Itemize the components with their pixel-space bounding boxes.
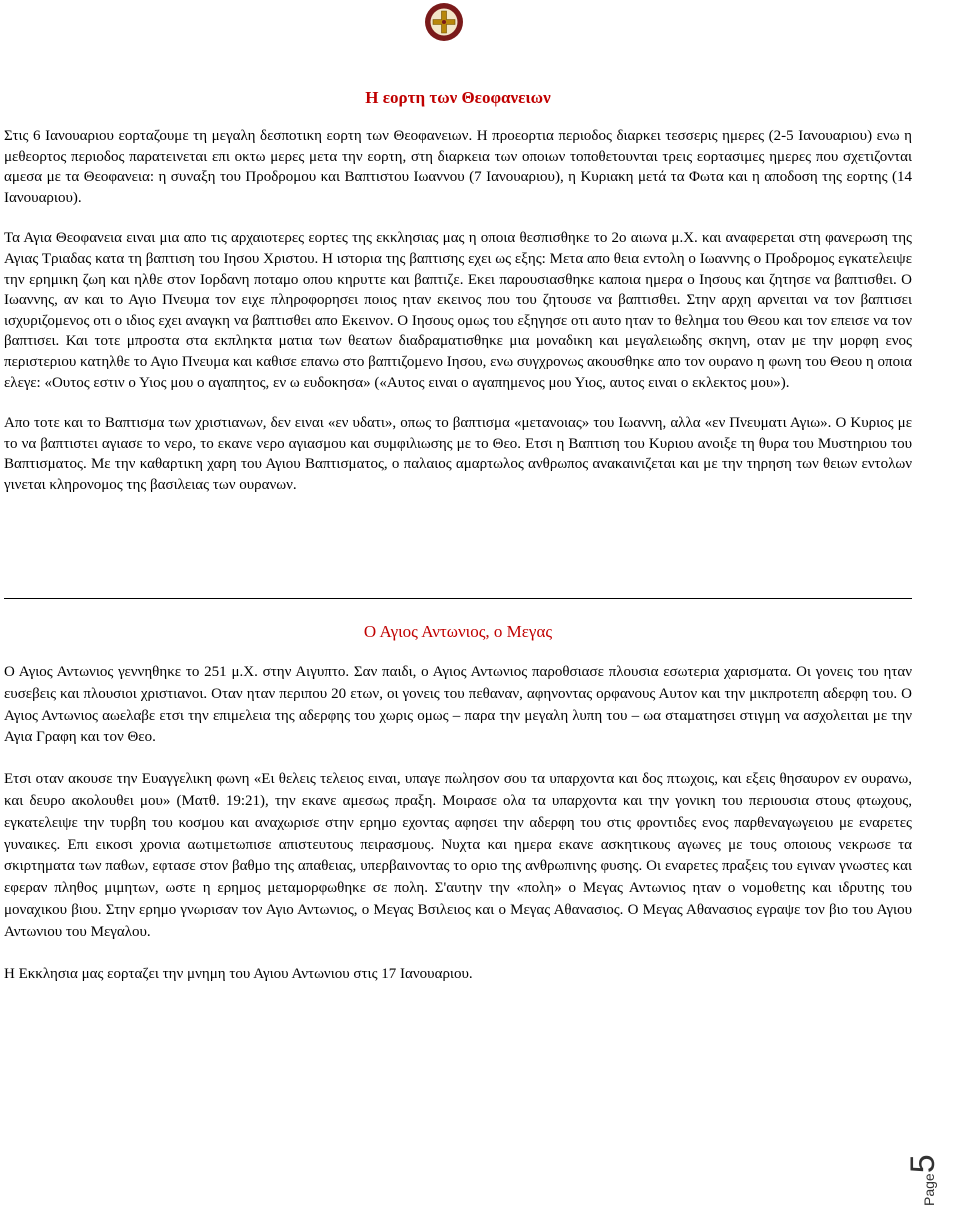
section-saint-anthony (4, 662, 912, 1005)
paragraph: Στις 6 Ιανουαριου εορταζουμε τη μεγαλη δεσποτικη εορτη των Θεοφανειων. Η προεορτια περιοδος διαρκει τεσσερις ημερες (2-5 Ιανουαριου) ενω η μεθεορτος περιοδος παρατεινεται επι οκτω μερες μετα την εορτη, στη διαρκεια των οποιων τοποθετουνται τρεις εορτασιμες ημερες που σχετιζονται αμεσα με τα Θεοφανεια: η συναξη του Προδρομου και Βαπτιστου Ιωαννου (7 Ιανουαριου), η Κυριακη μετά τα Φωτα και η αποδοση της εορτης (14 Ιανουαριου). (4, 128, 912, 206)
page-number-footer (904, 1140, 954, 1206)
section-title-theophany: Η εορτη των Θεοφανειων (365, 88, 551, 107)
cross-emblem-icon (424, 2, 464, 42)
paragraph: Ο Αγιος Αντωνιος γεννηθηκε το 251 μ.Χ. στην Αιγυπτο. Σαν παιδι, ο Αγιος Αντωνιος παροθσιασε πλουσια εσωτερια χαρισματα. Οι γονεις του ηταν ευσεβεις και πλουσιοι χριστιανοι. Οταν ηταν περιπου 20 ετων, οι γονεις του πεθαναν, αφηνοντας ορφανους Αυτον και την μικπροτεπη αδερφη του. Ο Αγιος Αντωνιος αωελαβε ετσι την επιμελεια της αδερφης του χωρις ομως – παρα την μεγαλη λυπη του – ωα σταματησει στιγμη να ασχολειται με την Αγια Γραφη και τον Θεο. (4, 664, 912, 746)
paragraph: Τα Αγια Θεοφανεια ειναι μια απο τις αρχαιοτερες εορτες της εκκλησιας μας η οποια θεσπισθηκε το 2ο αιωνα μ.Χ. και αναφερεται στη φανερωση της Αγιας Τριαδας κατα τη βαπτιση του Ιησου Χριστου. Η ιστορια της βαπτισης εχει ως εξης: Μετα απο θεια εντολη ο Ιωαννης ο Προδρομος εγκατελειψε την ερημικη ζωη και ηλθε στον Ιορδανη ποταμο οπου κηρυττε και βαπτιζε. Εκει παρουσιασθηκε καποια ημερα ο Ιησους και ζητησε να βαπτισθει. Ο Ιωαννης, αν και το Αγιο Πνευμα τον ειχε πληροφορησει ποιος ηταν εκεινος που του ζητουσε να βαπτισθει. Στην αρχη αρνειται να τον βαπτισει ισχυριζομενος οτι ο ιδιος εχει αναγκη να βαπτισθει απο Εκεινον. Ο Ιησους ομως του εξηγησε οτι αυτο ηταν το θελημα του Θεου και τον επεισε να τον βαπτισει. Και τοτε μπροστα στα εκπληκτα ματια των θεατων διαδραματισθηκε μια μοναδικη και μεγαλειωδης σκηνη, οταν με την μορφη ενος περιστεριου κατηλθε το Αγιο Πνευμα και καθισε επανω στο βαπτιζομενο Ιησου, ενω συγχρονως ακουσθηκε απο τον ουρανο η φωνη του Θεου η οποια ελεγε: «Ουτος εστιν ο Υιος μου ο αγαπητος, εν ω ευδοκησα» («Αυτος ειναι ο αγαπημενος μου Υιος, αυτος ειναι ο εκλεκτος μου»). (4, 230, 912, 391)
paragraph: Η Εκκλησια μας εορταζει την μνημη του Αγιου Αντωνιου στις 17 Ιανουαριου. (4, 965, 473, 982)
paragraph: Ετσι οταν ακουσε την Ευαγγελικη φωνη «Ει θελεις τελειος ειναι, υπαγε πωλησον σου τα υπαρχοντα και δος πτωχοις, και εξεις θησαυρον εν ουρανω, και δευρο ακολουθει μου» (Ματθ. 19:21), την εκανε αμεσως πραξη. Μοιρασε ολα τα υπαρχοντα και την γονικη του περιουσια στους φτωχους, εγκατελειψε την τυρβη του κοσμου και αναχωρισε στην ερημο εχοντας αφησει την αδερφη του στις φροντιδες ενος παρθεναγωγειου με εναρετες γυναικες. Επι εικοσι χρονια αωτιμετωπισε απιστευτους πειρασμους. Νυχτα και ημερα εκανε ασκητικους αγωνες με τους οποιους νεκρωσε τα σκιρτηματα των παθων, εφτασε στον βαθμο της απαθειας, υπερβαινοντας το οριο της ανθρωπινης φυσης. Οι εναρετες πραξεις του εγιναν γνωστες και εφεραν πληθος μιμητων, ωστε η ερημος μεταμορφωθηκε σε πολη. Σ'αυτην την «πολη» ο Μεγας Αντωνιος ηταν ο νομοθετης και ιδρυτης του μοναχικου βιου. Στην ερημο γνωρισαν τον Αγιο Αντωνιος, ο Μεγας Βσιλειος και ο Μεγας Αθανασιος. Ο Μεγας Αθανασιος εγραψε τον βιο του Αγιου Αντωνιου του Μεγαλου. (4, 771, 912, 940)
section-theophany (4, 126, 912, 516)
section-title-saint-anthony: Ο Αγιος Αντωνιος, ο Μεγας (363, 622, 553, 641)
page-number: 5 (904, 1154, 942, 1174)
paragraph: Απο τοτε και το Βαπτισμα των χριστιανων, δεν ειναι «εν υδατι», οπως το βαπτισμα «μετανοιας» του Ιωαννη, αλλα «εν Πνευματι Αγιω». Ο Κυριος με το να βαπτιστει αγιασε το νερο, το εκανε νερο αγιασμου και συμφιλιωσης με το Θεο. Ετσι η Βαπτιση του Κυριου ανοιξε τη θυρα του Μυστηριου του Βαπτισματος. Με την καθαρτικη χαρη του Αγιου Βαπτισματος, ο παλαιος αμαρτωλος ανθρωπος ανακαινιζεται και με την τηρηση των θειων εντολων γινεται κληρονομος της βασιλειας των ουρανων. (4, 415, 912, 493)
page-label: Page (921, 1173, 937, 1206)
section-divider (4, 598, 912, 599)
